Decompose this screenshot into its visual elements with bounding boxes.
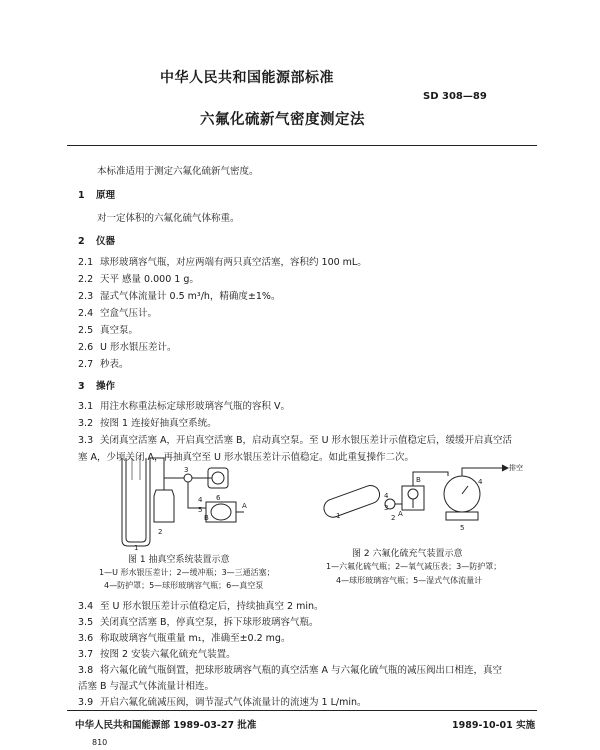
item-3-2: 3.2 按图 1 连接好抽真空系统。 [78,418,217,429]
svg-text:2: 2 [391,514,396,522]
item-3-5: 3.5 关闭真空活塞 B，停真空泵，拆下球形玻璃容气瓶。 [78,617,319,628]
figure-2-title: 图 2 六氟化硫充气装置示意 [352,549,463,559]
item-3-3: 3.3 关闭真空活塞 A，开启真空活塞 B，启动真空泵。至 U 形水银压差计示值稳定后，缓缓开启真空活 [78,435,513,446]
item-2-2: 2.2 天平 感量 0.000 1 g。 [78,274,199,285]
item-2-7: 2.7 秒表。 [78,359,129,370]
item-2-6: 2.6 U 形水银压差计。 [78,342,177,353]
section-2-num: 2 [78,236,85,247]
svg-text:4: 4 [384,492,389,500]
item-2-1: 2.1 球形玻璃容气瓶，对应两端有两只真空活塞，容积约 100 mL。 [78,257,367,268]
standard-code: SD 308—89 [423,91,487,102]
svg-text:5: 5 [460,524,465,532]
sf6-cylinder [321,483,382,520]
footer-rule [67,710,537,711]
svg-text:B: B [204,514,209,522]
svg-text:A: A [398,510,403,518]
item-3-3-cont: 塞 A，少顷关闭 A，再抽真空至 U 形水银压差计示值稳定。如此重复操作二次。 [78,452,415,463]
figure-2-legend-line1: 1—六氟化硫气瓶；2—氧气减压表；3—防护罩； [326,562,502,571]
header-rule [67,145,537,146]
implementation-date: 1989-10-01 实施 [452,720,536,731]
document-title: 六氟化硫新气密度测定法 [200,112,365,128]
section-1-title: 原理 [96,190,116,201]
figure-1-legend-line1: 1—U 形水银压差计；2—缓冲瓶；3—三通活塞； [99,568,275,577]
glass-flask-2 [408,489,418,499]
figure-2-legend-line2: 4—球形玻璃容气瓶；5—湿式气体流量计 [336,576,483,585]
issuing-authority: 中华人民共和国能源部标准 [160,70,334,86]
section-3-num: 3 [78,381,85,392]
glass-flask [211,504,231,520]
item-3-6: 3.6 称取玻璃容气瓶重量 m₁，准确至±0.2 mg。 [78,633,291,644]
item-3-8-cont: 活塞 B 与湿式气体流量计相连。 [78,681,215,692]
item-2-4: 2.4 空盒气压计。 [78,308,158,319]
item-3-4: 3.4 至 U 形水银压差计示值稳定后，持续抽真空 2 min。 [78,601,324,612]
section-2-heading [78,233,115,247]
section-3-title: 操作 [96,381,116,392]
svg-text:6: 6 [216,494,221,502]
item-2-3: 2.3 湿式气体流量计 0.5 m³/h，精确度±1%。 [78,291,281,302]
page-number: 810 [92,738,108,747]
buffer-flask [154,490,174,522]
svg-text:5: 5 [198,506,203,514]
svg-text:4: 4 [198,496,203,504]
svg-text:A: A [242,502,247,510]
intro-text: 本标准适用于测定六氟化硫新气密度。 [97,166,259,177]
three-way-valve [184,474,192,482]
svg-text:2: 2 [158,528,163,536]
figure-1-legend-line2: 4—防护罩；5—球形玻璃容气瓶；6—真空泵 [104,581,264,590]
figure-1-diagram [112,450,252,550]
section-2-title: 仪器 [96,236,116,247]
svg-text:排空: 排空 [509,464,523,472]
item-2-5: 2.5 真空泵。 [78,325,139,336]
section-1-text: 对一定体积的六氟化硫气体称重。 [97,213,240,224]
section-1-num: 1 [78,190,85,201]
svg-text:3: 3 [184,466,189,474]
approval-note: 中华人民共和国能源部 1989-03-27 批准 [75,720,257,731]
item-3-7: 3.7 按图 2 安装六氟化硫充气装置。 [78,649,236,660]
svg-text:B: B [416,476,421,484]
svg-text:3: 3 [384,504,389,512]
section-1-heading [78,187,115,201]
item-3-9: 3.9 开启六氟化硫减压阀，调节湿式气体流量计的流速为 1 L/min。 [78,697,367,708]
svg-text:1: 1 [134,544,139,550]
item-3-8: 3.8 将六氟化硫气瓶倒置，把球形玻璃容气瓶的真空活塞 A 与六氟化硫气瓶的减压阀出口相连，真空 [78,665,503,676]
figure-1-title: 图 1 抽真空系统装置示意 [128,555,230,565]
item-3-1: 3.1 用注水称重法标定球形玻璃容气瓶的容积 V。 [78,401,291,412]
svg-text:1: 1 [336,512,341,520]
section-3-heading [78,378,115,392]
svg-text:4: 4 [478,478,483,486]
figure-2-diagram [318,458,528,538]
